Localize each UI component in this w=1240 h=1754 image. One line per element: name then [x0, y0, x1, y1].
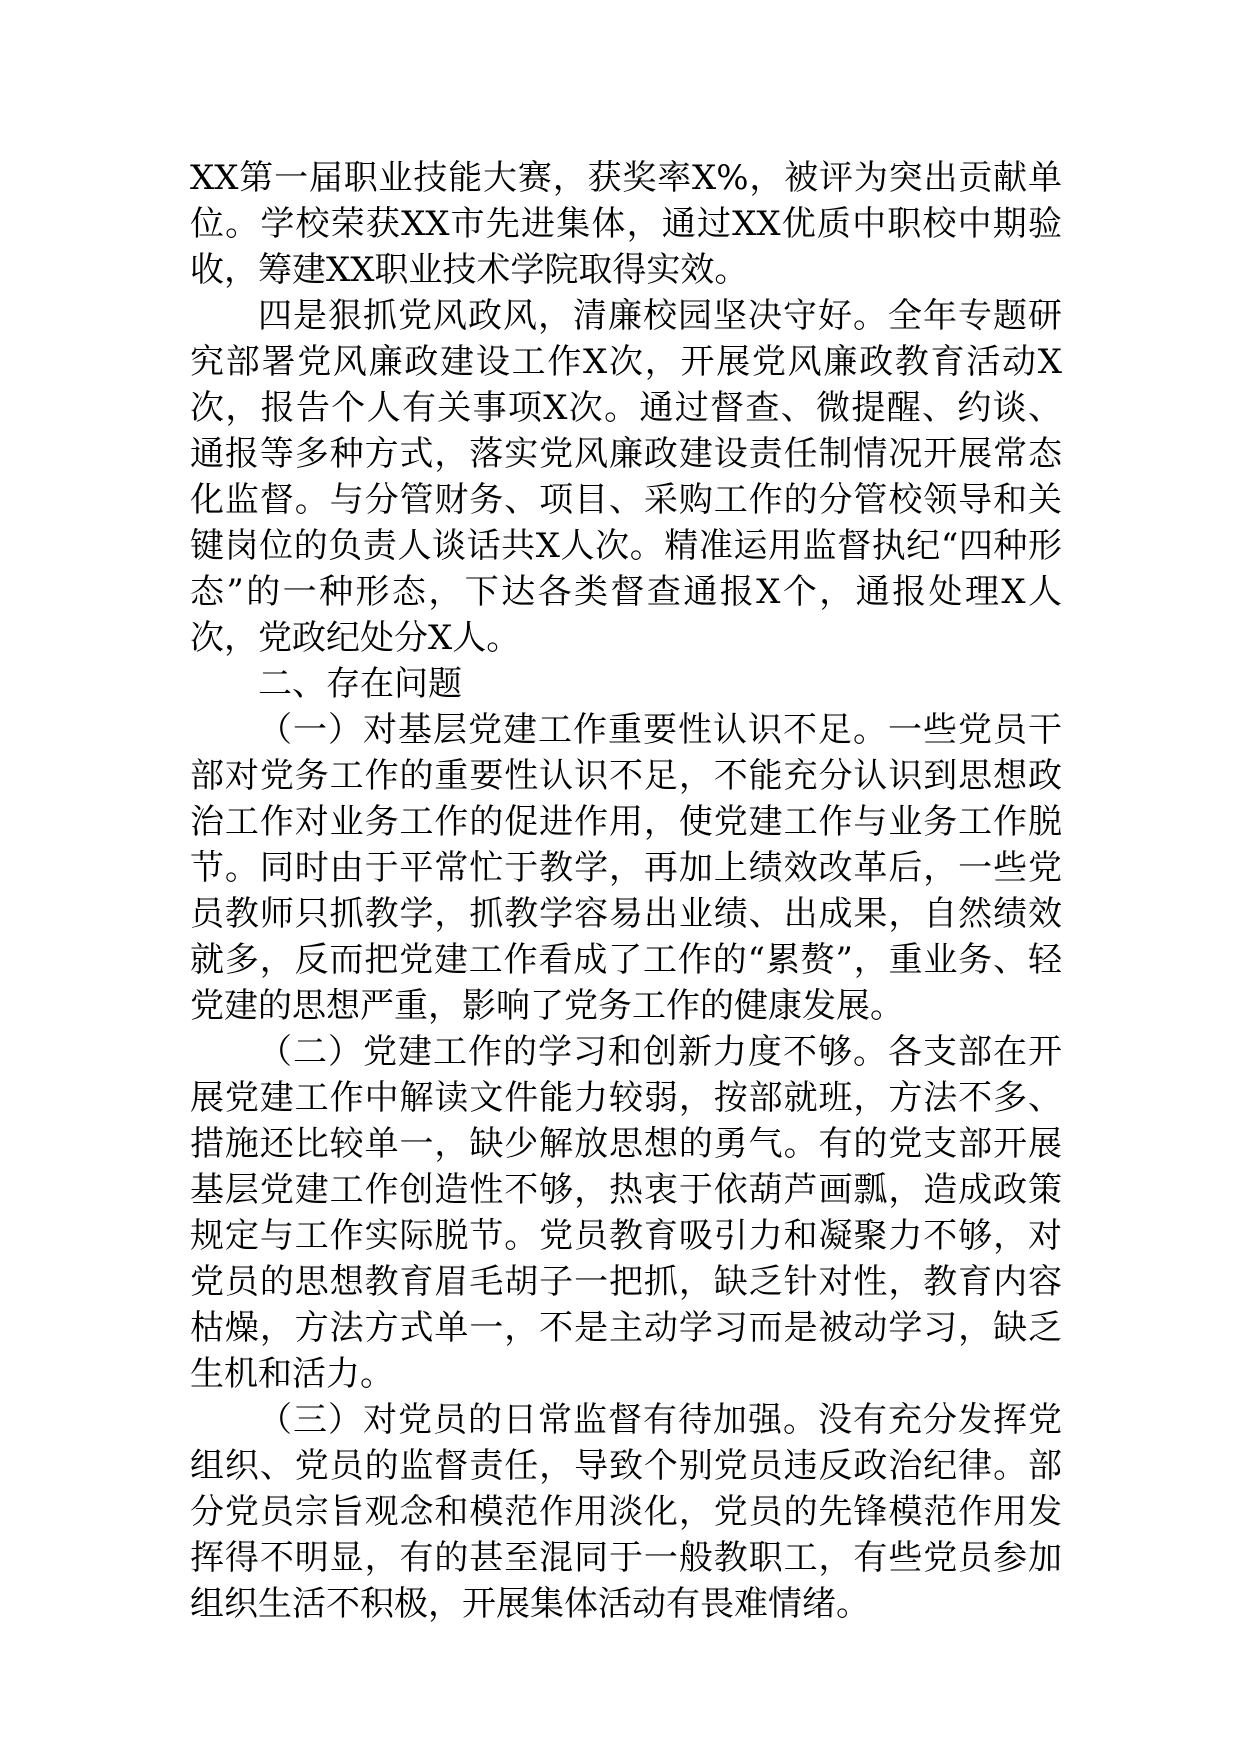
- document-body: [190, 155, 1062, 1627]
- paragraph-problem-2: （二）党建工作的学习和创新力度不够。各支部在开展党建工作中解读文件能力较弱，按部就班，方法不多、措施还比较单一，缺少解放思想的勇气。有的党支部开展基层党建工作创造性不够，热衷于依葫芦画瓢，造成政策规定与工作实际脱节。党员教育吸引力和凝聚力不够，对党员的思想教育眉毛胡子一把抓，缺乏针对性，教育内容枯燥，方法方式单一，不是主动学习而是被动学习，缺乏生机和活力。: [190, 1032, 1062, 1394]
- section-heading-problems: 二、存在问题: [258, 664, 462, 704]
- paragraph-integrity: 四是狠抓党风政风，清廉校园坚决守好。全年专题研究部署党风廉政建设工作X次，开展党风廉政教育活动X次，报告个人有关事项X次。通过督查、微提醒、约谈、通报等多种方式，落实党风廉政建设责任制情况开展常态化监督。与分管财务、项目、采购工作的分管校领导和关键岗位的负责人谈话共X人次。精准运用监督执纪“四种形态”的一种形态，下达各类督查通报X个，通报处理X人次，党政纪处分X人。: [190, 296, 1062, 658]
- paragraph-problem-1: （一）对基层党建工作重要性认识不足。一些党员干部对党务工作的重要性认识不足，不能充分认识到思想政治工作对业务工作的促进作用，使党建工作与业务工作脱节。同时由于平常忙于教学，再加上绩效改革后，一些党员教师只抓教学，抓教学容易出业绩、出成果，自然绩效就多，反而把党建工作看成了工作的“累赘”，重业务、轻党建的思想严重，影响了党务工作的健康发展。: [190, 710, 1062, 1026]
- paragraph-continued: XX第一届职业技能大赛，获奖率X%，被评为突出贡献单位。学校荣获XX市先进集体，通过XX优质中职校中期验收，筹建XX职业技术学院取得实效。: [190, 158, 1062, 290]
- paragraph-problem-3: （三）对党员的日常监督有待加强。没有充分发挥党组织、党员的监督责任，导致个别党员违反政治纪律。部分党员宗旨观念和模范作用淡化，党员的先锋模范作用发挥得不明显，有的甚至混同于一般教职工，有些党员参加组织生活不积极，开展集体活动有畏难情绪。: [190, 1400, 1062, 1624]
